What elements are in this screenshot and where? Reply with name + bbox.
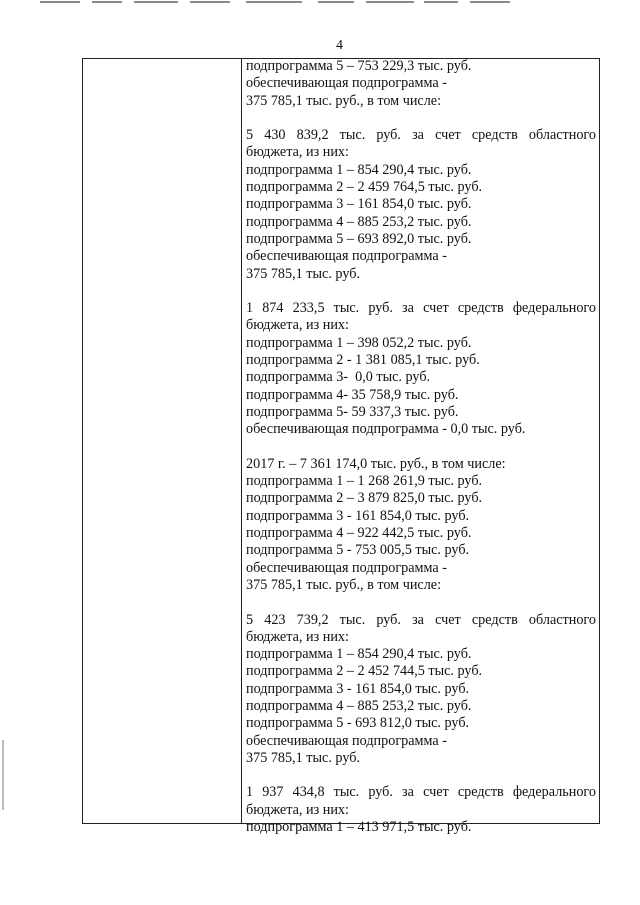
text-line: подпрограмма 2 – 2 452 744,5 тыс. руб. bbox=[246, 663, 483, 680]
table-cell-text bbox=[246, 58, 596, 836]
text-line: 375 785,1 тыс. руб. bbox=[246, 265, 360, 282]
text-line: обеспечивающая подпрограмма - bbox=[246, 732, 447, 749]
text-line: 2017 г. – 7 361 174,0 тыс. руб., в том числе: bbox=[246, 455, 506, 472]
text-line: подпрограмма 3- 0,0 тыс. руб. bbox=[246, 369, 431, 386]
text-line: обеспечивающая подпрограмма - bbox=[246, 75, 447, 92]
page-number: 4 bbox=[336, 38, 343, 53]
text-line: подпрограмма 5- 59 337,3 тыс. руб. bbox=[246, 403, 459, 420]
paragraph-gap bbox=[246, 283, 596, 300]
paragraph-gap bbox=[246, 110, 596, 127]
text-line: подпрограмма 4 – 885 253,2 тыс. руб. bbox=[246, 213, 472, 230]
text-line: подпрограмма 3 - 161 854,0 тыс. руб. bbox=[246, 507, 470, 524]
text-line: подпрограмма 3 - 161 854,0 тыс. руб. bbox=[246, 680, 470, 697]
text-line: бюджета, из них: bbox=[246, 628, 349, 645]
text-line: 375 785,1 тыс. руб., в том числе: bbox=[246, 92, 442, 109]
text-line: подпрограмма 5 - 693 812,0 тыс. руб. bbox=[246, 715, 470, 732]
text-line: 1 937 434,8 тыс. руб. за счет средств федерального bbox=[246, 784, 596, 801]
scan-edge-marks bbox=[0, 0, 640, 6]
text-line: бюджета, из них: bbox=[246, 144, 349, 161]
text-line: подпрограмма 1 – 413 971,5 тыс. руб. bbox=[246, 819, 472, 836]
text-line: 5 430 839,2 тыс. руб. за счет средств областного bbox=[246, 127, 596, 144]
text-line: 375 785,1 тыс. руб., в том числе: bbox=[246, 576, 442, 593]
text-line: обеспечивающая подпрограмма - bbox=[246, 559, 447, 576]
text-line: подпрограмма 4- 35 758,9 тыс. руб. bbox=[246, 386, 459, 403]
text-line: подпрограмма 3 – 161 854,0 тыс. руб. bbox=[246, 196, 472, 213]
paragraph-gap bbox=[246, 594, 596, 611]
text-line: подпрограмма 2 – 2 459 764,5 тыс. руб. bbox=[246, 179, 483, 196]
text-line: 5 423 739,2 тыс. руб. за счет средств областного bbox=[246, 611, 596, 628]
text-line: подпрограмма 2 – 3 879 825,0 тыс. руб. bbox=[246, 490, 483, 507]
text-line: бюджета, из них: bbox=[246, 801, 349, 818]
text-line: подпрограмма 1 – 854 290,4 тыс. руб. bbox=[246, 646, 472, 663]
text-line: обеспечивающая подпрограмма - 0,0 тыс. руб. bbox=[246, 421, 526, 438]
text-line: подпрограмма 5 - 753 005,5 тыс. руб. bbox=[246, 542, 470, 559]
scan-left-edge-mark bbox=[2, 740, 4, 810]
text-line: подпрограмма 1 – 854 290,4 тыс. руб. bbox=[246, 161, 472, 178]
text-line: 1 874 233,5 тыс. руб. за счет средств федерального bbox=[246, 300, 596, 317]
text-line: подпрограмма 2 - 1 381 085,1 тыс. руб. bbox=[246, 352, 480, 369]
text-line: подпрограмма 1 – 398 052,2 тыс. руб. bbox=[246, 334, 472, 351]
text-line: 375 785,1 тыс. руб. bbox=[246, 749, 360, 766]
text-line: бюджета, из них: bbox=[246, 317, 349, 334]
text-line: обеспечивающая подпрограмма - bbox=[246, 248, 447, 265]
text-line: подпрограмма 4 – 922 442,5 тыс. руб. bbox=[246, 525, 472, 542]
text-line: подпрограмма 4 – 885 253,2 тыс. руб. bbox=[246, 697, 472, 714]
table-column-divider bbox=[241, 59, 242, 823]
text-line: подпрограмма 1 – 1 268 261,9 тыс. руб. bbox=[246, 473, 483, 490]
text-line: подпрограмма 5 – 693 892,0 тыс. руб. bbox=[246, 230, 472, 247]
paragraph-gap bbox=[246, 767, 596, 784]
text-line: подпрограмма 5 – 753 229,3 тыс. руб. bbox=[246, 58, 472, 74]
paragraph-gap bbox=[246, 439, 596, 456]
